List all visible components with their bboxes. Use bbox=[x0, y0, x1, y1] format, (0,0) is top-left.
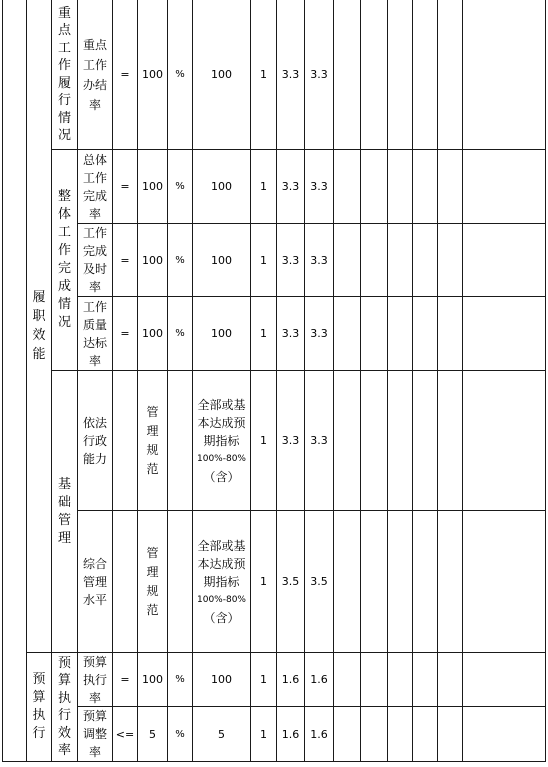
unit-cell bbox=[168, 707, 193, 762]
blank-cell bbox=[438, 297, 463, 371]
full-score-cell bbox=[277, 653, 305, 707]
subcategory-label: 重点工作履行情况 bbox=[57, 5, 71, 143]
indicator-name: 总体工作完成率 bbox=[82, 152, 107, 221]
blank-cell bbox=[463, 297, 546, 371]
weight-text: 1 bbox=[260, 575, 267, 588]
blank-cell bbox=[413, 297, 438, 371]
blank-cell bbox=[413, 371, 438, 511]
subcategory-cell bbox=[52, 653, 78, 762]
score-text: 3.3 bbox=[310, 253, 328, 267]
standard-note: （含） bbox=[203, 610, 240, 625]
operator-text: = bbox=[120, 253, 130, 267]
blank-cell bbox=[438, 224, 463, 297]
full-score-text: 3.3 bbox=[281, 253, 300, 267]
blank-cell bbox=[334, 371, 361, 511]
indicator-cell bbox=[78, 511, 113, 653]
index-value-cell bbox=[138, 297, 168, 371]
weight-cell bbox=[251, 653, 277, 707]
standard-text: 全部或基本达成预期指标 bbox=[197, 538, 246, 589]
score-text: 3.5 bbox=[310, 575, 328, 588]
blank-cell bbox=[438, 0, 463, 150]
full-score-text: 3.3 bbox=[281, 68, 300, 81]
category-label: 预算执行 bbox=[32, 672, 46, 741]
subcategory-label: 预算执行效率 bbox=[57, 655, 71, 758]
score-cell bbox=[305, 150, 334, 224]
standard-text: 100 bbox=[211, 327, 232, 340]
subcategory-cell bbox=[52, 0, 78, 150]
weight-text: 1 bbox=[260, 434, 267, 447]
weight-text: 1 bbox=[260, 68, 267, 81]
indicator-name: 预算执行率 bbox=[82, 654, 107, 705]
standard-range: 100%-80% bbox=[197, 594, 246, 605]
blank-cell bbox=[361, 150, 388, 224]
outer-category-cell bbox=[2, 0, 27, 762]
blank-cell bbox=[463, 150, 546, 224]
score-cell bbox=[305, 371, 334, 511]
operator-cell bbox=[113, 0, 138, 150]
operator-cell bbox=[113, 653, 138, 707]
standard-text: 100 bbox=[211, 180, 232, 193]
index-value-cell bbox=[138, 707, 168, 762]
unit-cell bbox=[168, 511, 193, 653]
blank-cell bbox=[388, 371, 413, 511]
weight-cell bbox=[251, 150, 277, 224]
blank-cell bbox=[388, 707, 413, 762]
index-value-text: 100 bbox=[142, 253, 163, 267]
unit-cell bbox=[168, 150, 193, 224]
score-text: 1.6 bbox=[310, 673, 328, 686]
indicator-cell bbox=[78, 707, 113, 762]
blank-cell bbox=[361, 511, 388, 653]
standard-text: 100 bbox=[211, 673, 232, 686]
blank-cell bbox=[388, 0, 413, 150]
weight-cell bbox=[251, 0, 277, 150]
indicator-cell bbox=[78, 297, 113, 371]
operator-cell bbox=[113, 297, 138, 371]
full-score-cell bbox=[277, 224, 305, 297]
weight-cell bbox=[251, 224, 277, 297]
blank-cell bbox=[361, 371, 388, 511]
standard-cell bbox=[193, 707, 251, 762]
blank-cell bbox=[413, 0, 438, 150]
weight-text: 1 bbox=[260, 327, 267, 340]
score-cell bbox=[305, 653, 334, 707]
blank-cell bbox=[388, 511, 413, 653]
standard-cell bbox=[193, 653, 251, 707]
index-value-cell bbox=[138, 511, 168, 653]
indicator-cell bbox=[78, 653, 113, 707]
standard-note: （含） bbox=[203, 469, 240, 484]
subcategory-cell bbox=[52, 150, 78, 371]
unit-text: % bbox=[175, 328, 185, 339]
full-score-text: 3.5 bbox=[281, 575, 300, 588]
standard-text: 5 bbox=[218, 727, 225, 741]
blank-cell bbox=[334, 707, 361, 762]
unit-cell bbox=[168, 653, 193, 707]
unit-text: % bbox=[175, 728, 185, 740]
full-score-cell bbox=[277, 511, 305, 653]
score-text: 3.3 bbox=[310, 68, 328, 81]
blank-cell bbox=[334, 0, 361, 150]
full-score-cell bbox=[277, 0, 305, 150]
index-value-text: 管理规范 bbox=[146, 545, 159, 617]
blank-cell bbox=[438, 511, 463, 653]
evaluation-table bbox=[2, 0, 546, 762]
indicator-name: 重点工作办结率 bbox=[82, 37, 107, 112]
indicator-name: 工作质量达标率 bbox=[82, 299, 107, 368]
full-score-cell bbox=[277, 371, 305, 511]
weight-cell bbox=[251, 297, 277, 371]
operator-text: = bbox=[120, 68, 130, 81]
weight-text: 1 bbox=[260, 673, 267, 686]
blank-cell bbox=[361, 224, 388, 297]
index-value-cell bbox=[138, 371, 168, 511]
blank-cell bbox=[413, 653, 438, 707]
unit-text: % bbox=[175, 254, 185, 266]
standard-range: 100%-80% bbox=[197, 453, 246, 464]
full-score-cell bbox=[277, 707, 305, 762]
blank-cell bbox=[463, 371, 546, 511]
score-text: 3.3 bbox=[310, 180, 328, 193]
score-cell bbox=[305, 707, 334, 762]
standard-cell bbox=[193, 150, 251, 224]
full-score-text: 1.6 bbox=[281, 673, 300, 686]
indicator-name: 工作完成及时率 bbox=[82, 226, 107, 294]
indicator-cell bbox=[78, 0, 113, 150]
score-cell bbox=[305, 0, 334, 150]
unit-text: % bbox=[175, 674, 185, 685]
operator-text: <= bbox=[115, 727, 135, 741]
blank-cell bbox=[334, 297, 361, 371]
blank-cell bbox=[334, 511, 361, 653]
indicator-name: 依法行政能力 bbox=[82, 415, 107, 466]
standard-cell bbox=[193, 224, 251, 297]
full-score-text: 3.3 bbox=[281, 434, 300, 447]
category-label: 履职效能 bbox=[32, 290, 46, 362]
blank-cell bbox=[388, 297, 413, 371]
blank-cell bbox=[413, 707, 438, 762]
blank-cell bbox=[334, 150, 361, 224]
unit-cell bbox=[168, 0, 193, 150]
score-cell bbox=[305, 511, 334, 653]
full-score-cell bbox=[277, 297, 305, 371]
blank-cell bbox=[334, 224, 361, 297]
score-cell bbox=[305, 224, 334, 297]
blank-cell bbox=[438, 707, 463, 762]
standard-cell bbox=[193, 0, 251, 150]
blank-cell bbox=[463, 511, 546, 653]
index-value-text: 100 bbox=[142, 673, 163, 686]
operator-cell bbox=[113, 150, 138, 224]
blank-cell bbox=[413, 511, 438, 653]
index-value-cell bbox=[138, 150, 168, 224]
standard-cell bbox=[193, 371, 251, 511]
unit-cell bbox=[168, 371, 193, 511]
indicator-cell bbox=[78, 224, 113, 297]
category-cell bbox=[27, 653, 52, 762]
unit-cell bbox=[168, 224, 193, 297]
score-cell bbox=[305, 297, 334, 371]
index-value-text: 100 bbox=[142, 68, 163, 81]
blank-cell bbox=[463, 653, 546, 707]
standard-block bbox=[195, 396, 248, 486]
category-cell bbox=[27, 0, 52, 653]
index-value-text: 管理规范 bbox=[146, 404, 159, 476]
indicator-cell bbox=[78, 150, 113, 224]
index-value-text: 5 bbox=[149, 727, 156, 741]
blank-cell bbox=[413, 224, 438, 297]
standard-cell bbox=[193, 511, 251, 653]
subcategory-label: 整体工作完成情况 bbox=[57, 189, 71, 330]
index-value-text: 100 bbox=[142, 327, 163, 340]
indicator-name: 预算调整率 bbox=[82, 709, 107, 759]
blank-cell bbox=[388, 653, 413, 707]
blank-cell bbox=[463, 0, 546, 150]
blank-cell bbox=[361, 0, 388, 150]
index-value-cell bbox=[138, 653, 168, 707]
blank-cell bbox=[463, 707, 546, 762]
score-text: 3.3 bbox=[310, 434, 328, 447]
blank-cell bbox=[334, 653, 361, 707]
weight-cell bbox=[251, 371, 277, 511]
blank-cell bbox=[388, 224, 413, 297]
standard-text: 100 bbox=[211, 68, 232, 81]
subcategory-cell bbox=[52, 371, 78, 653]
standard-text: 100 bbox=[211, 253, 232, 267]
unit-text: % bbox=[175, 69, 185, 80]
full-score-text: 3.3 bbox=[281, 327, 300, 340]
operator-text: = bbox=[120, 180, 130, 193]
unit-text: % bbox=[175, 181, 185, 192]
blank-cell bbox=[438, 371, 463, 511]
blank-cell bbox=[463, 224, 546, 297]
blank-cell bbox=[413, 150, 438, 224]
operator-text: = bbox=[120, 327, 130, 340]
standard-text: 全部或基本达成预期指标 bbox=[197, 397, 246, 448]
blank-cell bbox=[361, 653, 388, 707]
full-score-text: 1.6 bbox=[281, 727, 300, 741]
blank-cell bbox=[438, 653, 463, 707]
operator-cell bbox=[113, 707, 138, 762]
score-text: 1.6 bbox=[310, 727, 328, 741]
indicator-cell bbox=[78, 371, 113, 511]
blank-cell bbox=[361, 707, 388, 762]
index-value-cell bbox=[138, 224, 168, 297]
operator-cell bbox=[113, 371, 138, 511]
blank-cell bbox=[388, 150, 413, 224]
full-score-text: 3.3 bbox=[281, 180, 300, 193]
full-score-cell bbox=[277, 150, 305, 224]
operator-cell bbox=[113, 511, 138, 653]
index-value-cell bbox=[138, 0, 168, 150]
weight-cell bbox=[251, 707, 277, 762]
standard-block bbox=[195, 537, 248, 627]
weight-text: 1 bbox=[260, 727, 267, 741]
operator-cell bbox=[113, 224, 138, 297]
index-value-text: 100 bbox=[142, 180, 163, 193]
operator-text: = bbox=[120, 673, 130, 686]
score-text: 3.3 bbox=[310, 327, 328, 340]
weight-text: 1 bbox=[260, 180, 267, 193]
blank-cell bbox=[438, 150, 463, 224]
weight-cell bbox=[251, 511, 277, 653]
blank-cell bbox=[361, 297, 388, 371]
subcategory-label: 基础管理 bbox=[57, 476, 71, 546]
indicator-name: 综合管理水平 bbox=[82, 556, 107, 607]
weight-text: 1 bbox=[260, 253, 267, 267]
unit-cell bbox=[168, 297, 193, 371]
standard-cell bbox=[193, 297, 251, 371]
